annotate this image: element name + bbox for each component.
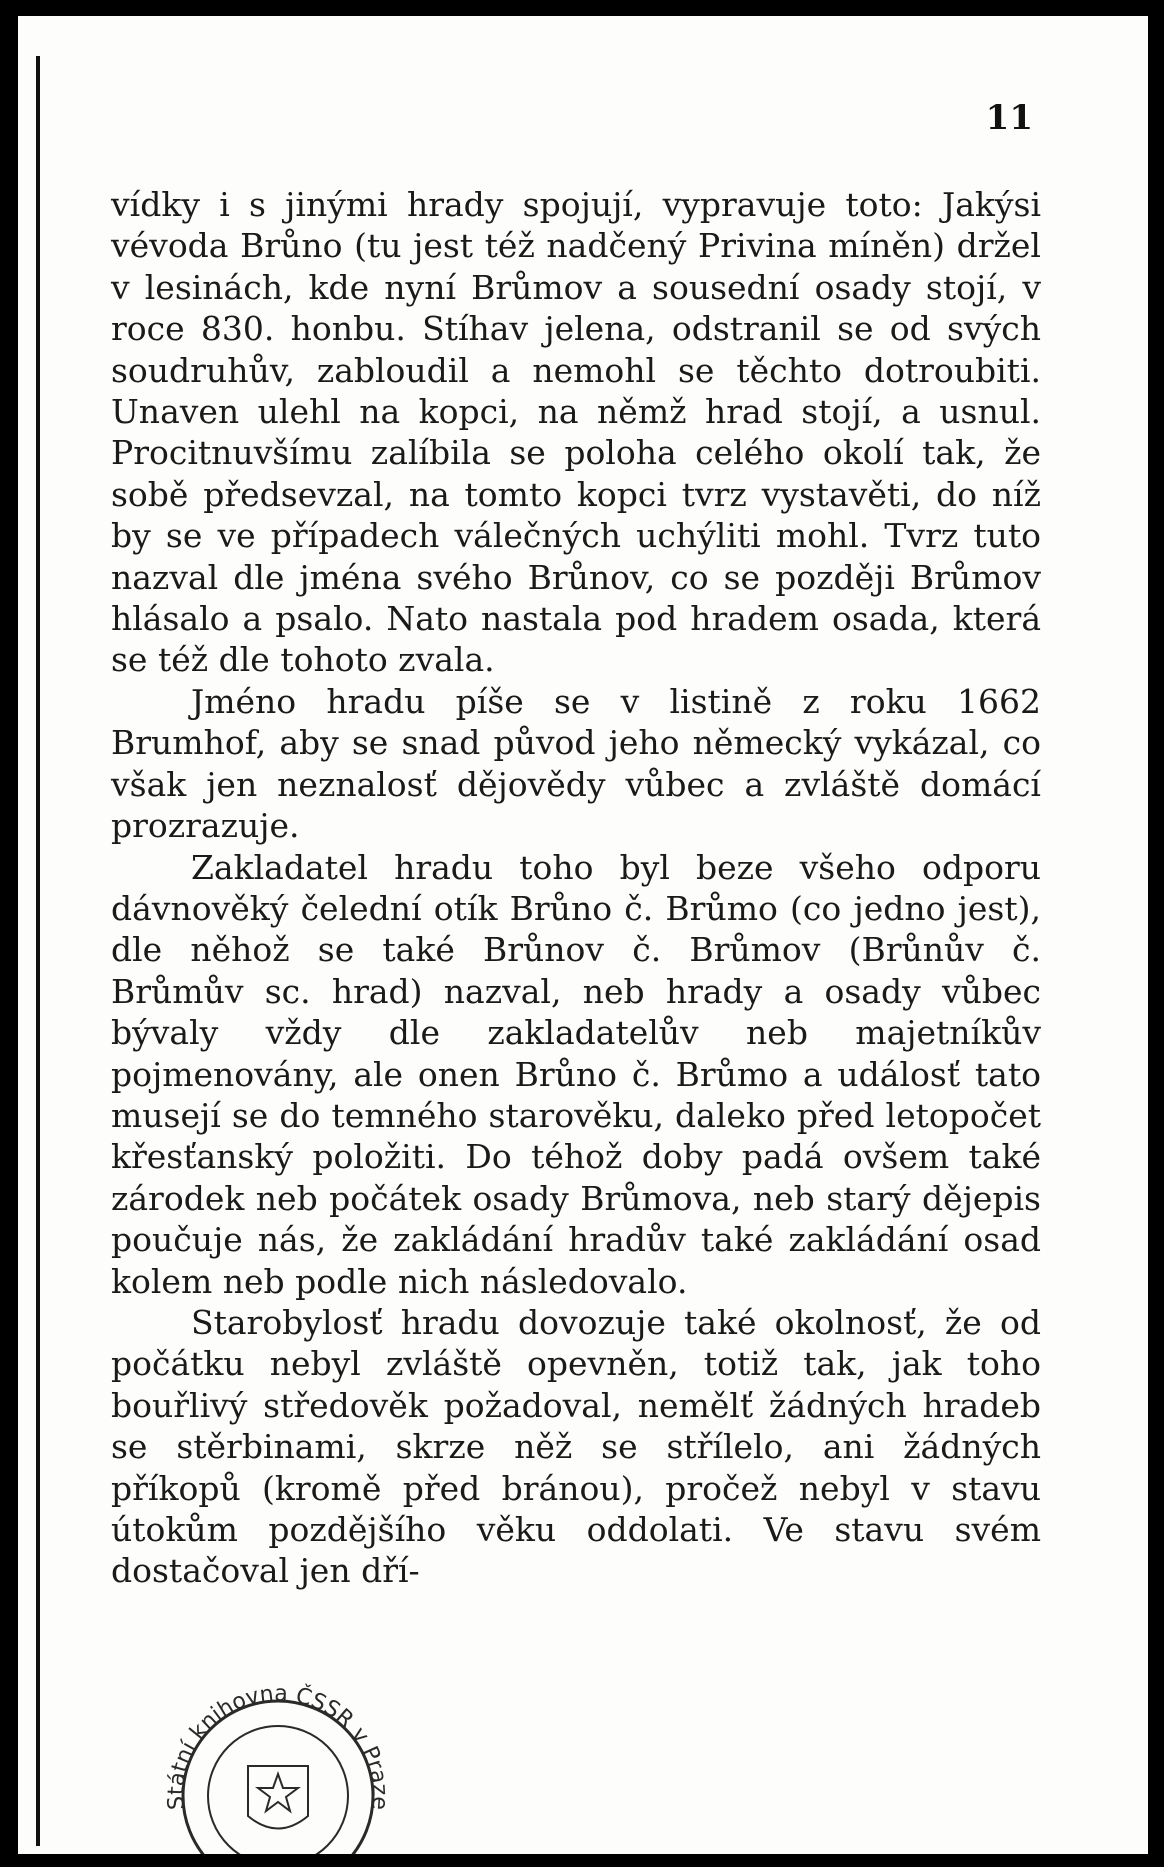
body-text: [111, 184, 1041, 1592]
stamp-emblem-icon: [248, 1766, 308, 1829]
paragraph-4: Starobylosť hradu dovozuje také okolnosť, že od počátku nebyl zvláště opevněn, totiž tak, jak toho bouřlivý středověk požadoval, nemělť žádných hradeb se stěrbinami, skrze něž se střílelo, ani žádných příkopů (kromě před bránou), pročež nebyl v stavu útokům pozdějšího věku oddolati. Ve stavu svém dostačoval jen dří-: [111, 1302, 1041, 1591]
paragraph-2: Jméno hradu píše se v listině z roku 1662 Brumhof, aby se snad původ jeho německý vykázal, co však jen neznalosť dějovědy vůbec a zvláště domácí prozrazuje.: [111, 681, 1041, 846]
stamp-inner-ring: [208, 1726, 348, 1854]
library-stamp: [158, 1676, 398, 1854]
page-number: 11: [985, 98, 1033, 138]
paragraph-3: Zakladatel hradu toho byl beze všeho odporu dávnověký čelední otík Brůno č. Brůmo (co jedno jest), dle něhož se také Brůnov č. Brůmov (Brůnův č. Brůmův sc. hrad) nazval, neb hrady a osady vůbec bývaly vždy dle zakladatelův neb majetníkův pojmenovány, ale onen Brůno č. Brůmo a událosť tato musejí se do temného starověku, daleko před letopočet křesťanský položiti. Do téhož doby padá ovšem také zárodek neb počátek osady Brůmova, neb starý dějepis poučuje nás, že zakládání hradův také zakládání osad kolem neb podle nich následovalo.: [111, 847, 1041, 1301]
page-gutter-line: [36, 56, 40, 1846]
book-page: [18, 16, 1148, 1854]
stamp-text: Státní knihovna ČSSR v Praze: [163, 1681, 393, 1811]
paragraph-1: vídky i s jinými hrady spojují, vypravuje toto: Jakýsi vévoda Brůno (tu jest též nadčený Privina míněn) držel v lesinách, kde nyní Brůmov a sousední osady stojí, v roce 830. honbu. Stíhav jelena, odstranil se od svých soudruhův, zabloudil a nemohl se těchto dotroubiti. Unaven ulehl na kopci, na němž hrad stojí, a usnul. Procitnuvšímu zalíbila se poloha celého okolí tak, že sobě předsevzal, na tomto kopci tvrz vystavěti, do níž by se ve případech válečných uchýliti mohl. Tvrz tuto nazval dle jména svého Brůnov, co se později Brůmov hlásalo a psalo. Nato nastala pod hradem osada, která se též dle tohoto zvala.: [111, 185, 1041, 680]
